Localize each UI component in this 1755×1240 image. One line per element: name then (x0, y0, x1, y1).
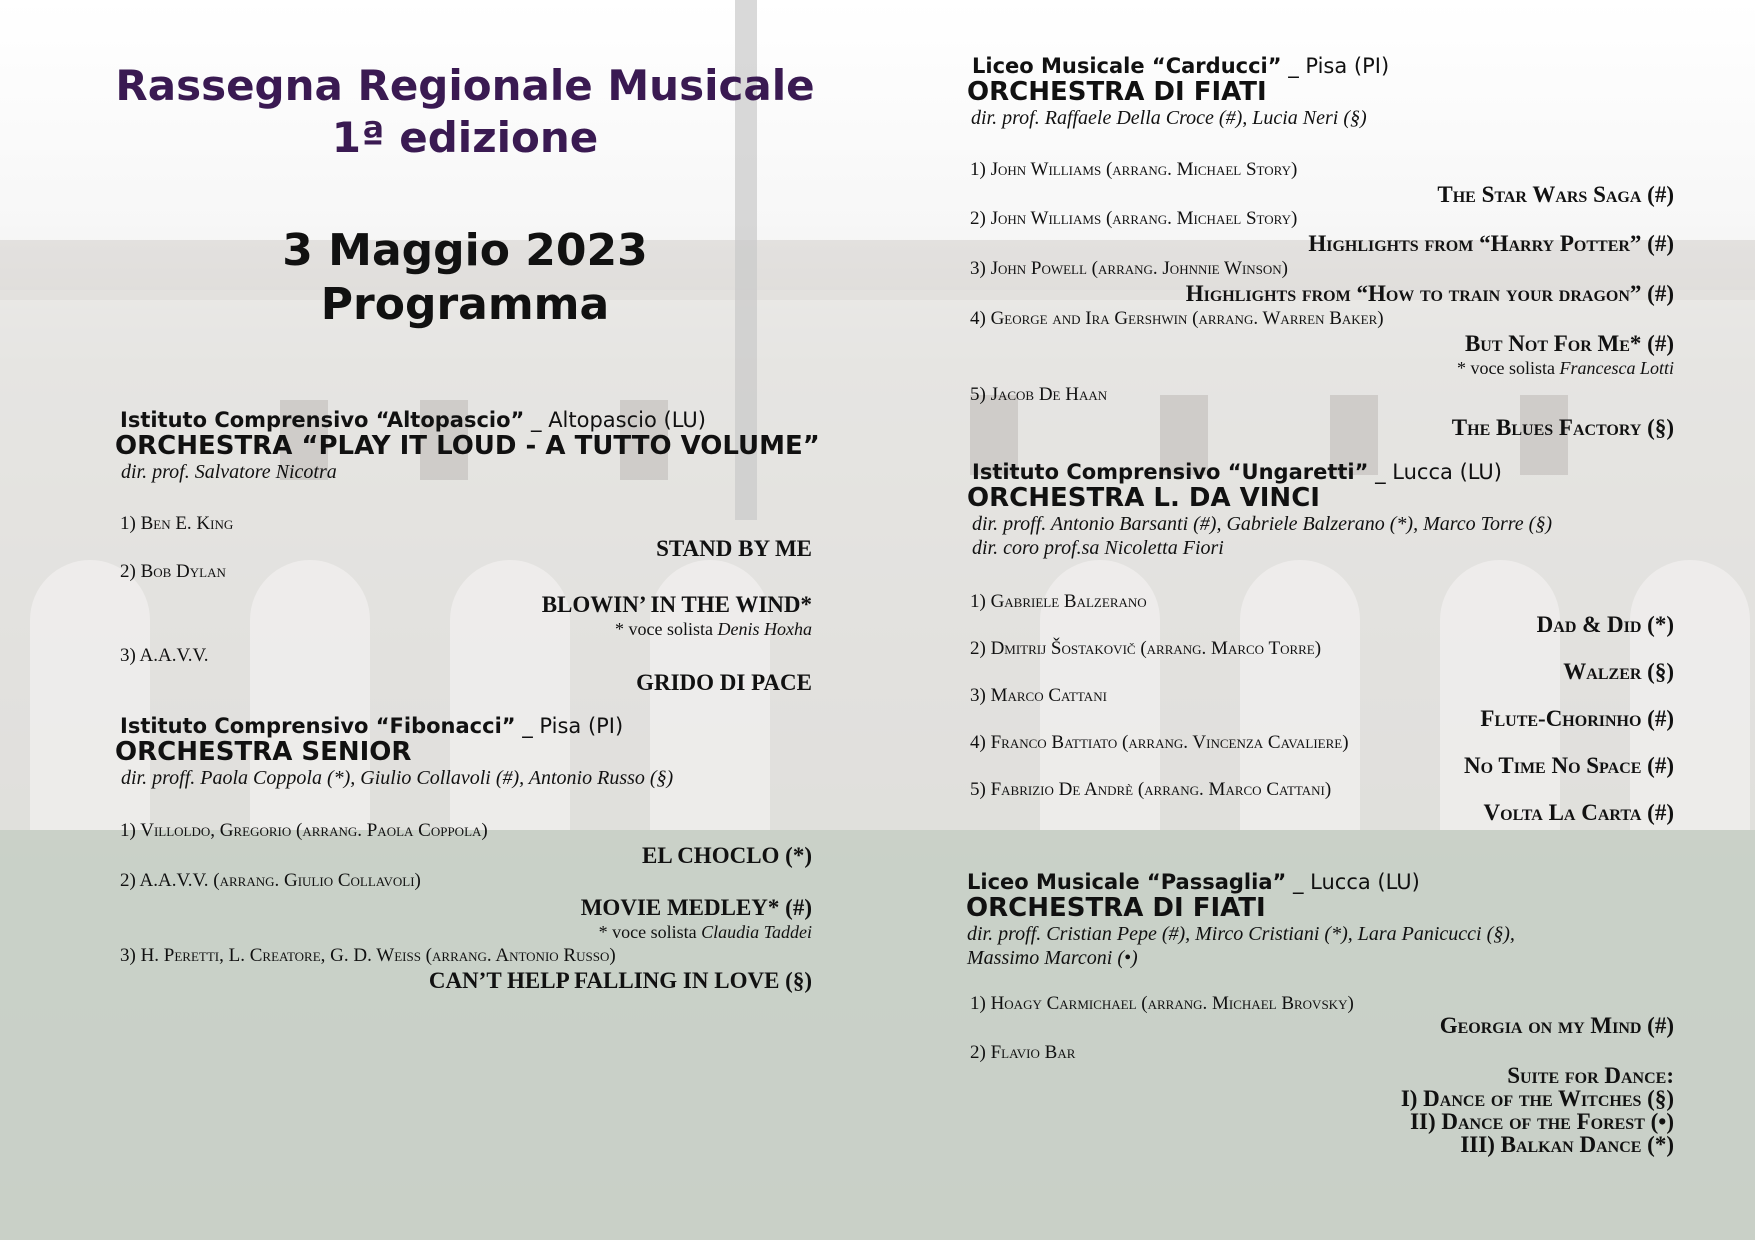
composer: 3) Marco Cattani (970, 685, 1107, 706)
composer: 3) H. Peretti, L. Creatore, G. D. Weiss (arrang. Antonio Russo) (120, 945, 616, 966)
piece-title: Walzer (§) (1563, 659, 1674, 684)
section-altopascio (115, 408, 835, 484)
soloist-note: * voce solista Francesca Lotti (1457, 358, 1674, 378)
composer: 1) Ben E. King (120, 513, 234, 534)
orchestra-name: ORCHESTRA “PLAY IT LOUD - A TUTTO VOLUME” (115, 431, 820, 461)
piece-title: MOVIE MEDLEY* (#) (580, 895, 812, 920)
piece-title: But Not For Me* (#) (1464, 331, 1674, 356)
directors: dir. proff. Paola Coppola (*), Giulio Collavoli (#), Antonio Russo (§) (121, 767, 674, 789)
orchestra-name: ORCHESTRA DI FIATI (967, 77, 1267, 107)
piece-title: Georgia on my Mind (#) (1439, 1013, 1674, 1038)
composer: 2) Bob Dylan (120, 561, 226, 582)
title-line-2: 1ª edizione (331, 113, 599, 162)
program-list-fibonacci (120, 819, 812, 994)
composer: 3) John Powell (arrang. Johnnie Winson) (970, 258, 1289, 279)
program-subtitle: Programma (320, 279, 610, 330)
composer: 1) Villoldo, Gregorio (arrang. Paola Coppola) (120, 820, 488, 841)
program-list-carducci (970, 158, 1674, 441)
composer: 2) John Williams (arrang. Michael Story) (970, 208, 1298, 229)
composer: 1) John Williams (arrang. Michael Story) (970, 159, 1298, 180)
piece-title: Highlights from “How to train your dragon” (#) (1185, 281, 1674, 306)
orchestra-name: ORCHESTRA SENIOR (115, 737, 412, 767)
date-heading (0, 224, 930, 332)
section-fibonacci (115, 714, 835, 790)
composer: 2) Dmitrij Šostakovič (arrang. Marco Torre) (970, 638, 1322, 659)
title-line-1: Rassegna Regionale Musicale (115, 61, 815, 110)
directors: dir. prof. Salvatore Nicotra (121, 461, 337, 483)
composer: 4) Franco Battiato (arrang. Vincenza Cavaliere) (970, 732, 1349, 753)
piece-title: EL CHOCLO (*) (642, 843, 812, 868)
directors: dir. prof. Raffaele Della Croce (#), Lucia Neri (§) (971, 107, 1367, 129)
orchestra-name: ORCHESTRA DI FIATI (966, 893, 1266, 923)
directors: dir. proff. Cristian Pepe (#), Mirco Cristiani (*), Lara Panicucci (§), (967, 923, 1515, 945)
composer: 2) Flavio Bar (970, 1042, 1076, 1063)
event-date: 3 Maggio 2023 (282, 225, 648, 276)
piece-title: Volta La Carta (#) (1483, 800, 1674, 825)
page-title (0, 60, 930, 164)
composer: 2) A.A.V.V. (arrang. Giulio Collavoli) (120, 870, 421, 891)
piece-title: The Star Wars Saga (#) (1437, 182, 1674, 207)
program-list-ungaretti (970, 590, 1674, 826)
directors: dir. proff. Antonio Barsanti (#), Gabriele Balzerano (*), Marco Torre (§) (972, 513, 1552, 535)
piece-title: The Blues Factory (§) (1451, 415, 1674, 440)
program-list-passaglia (970, 992, 1674, 1156)
soloist-note: * voce solista Claudia Taddei (598, 922, 812, 942)
composer: 1) Hoagy Carmichael (arrang. Michael Brovsky) (970, 993, 1354, 1014)
composer: 1) Gabriele Balzerano (970, 591, 1147, 612)
school-name: Istituto Comprensivo “Fibonacci” _ Pisa (PI) (120, 714, 624, 738)
piece-title: GRIDO DI PACE (636, 670, 812, 695)
section-ungaretti (967, 460, 1707, 560)
suite-movement: III) Balkan Dance (*) (1460, 1132, 1674, 1157)
program-list-altopascio (120, 512, 812, 696)
suite-movement: I) Dance of the Witches (§) (1400, 1086, 1674, 1111)
composer: 5) Fabrizio De Andrè (arrang. Marco Cattani) (970, 779, 1332, 800)
suite-movement: II) Dance of the Forest (•) (1410, 1109, 1674, 1134)
suite-title: Suite for Dance: (1507, 1063, 1674, 1088)
school-name: Istituto Comprensivo “Altopascio” _ Altopascio (LU) (120, 408, 706, 432)
orchestra-name: ORCHESTRA L. DA VINCI (967, 483, 1320, 513)
composer: 3) A.A.V.V. (120, 645, 209, 666)
soloist-note: * voce solista Denis Hoxha (615, 619, 812, 639)
composer: 5) Jacob De Haan (970, 384, 1108, 405)
piece-title: Highlights from “Harry Potter” (#) (1308, 231, 1674, 256)
directors-continued: Massimo Marconi (•) (967, 947, 1138, 969)
school-name: Istituto Comprensivo “Ungaretti” _ Lucca (LU) (972, 460, 1502, 484)
piece-title: CAN’T HELP FALLING IN LOVE (§) (428, 968, 812, 993)
section-carducci (967, 54, 1687, 130)
school-name: Liceo Musicale “Passaglia” _ Lucca (LU) (967, 870, 1420, 894)
piece-title: BLOWIN’ IN THE WIND* (541, 592, 812, 617)
section-passaglia (966, 870, 1706, 970)
choir-director: dir. coro prof.sa Nicoletta Fiori (972, 537, 1224, 559)
piece-title: No Time No Space (#) (1463, 753, 1674, 778)
school-name: Liceo Musicale “Carducci” _ Pisa (PI) (972, 54, 1390, 78)
piece-title: STAND BY ME (656, 536, 812, 561)
composer: 4) George and Ira Gershwin (arrang. Warren Baker) (970, 308, 1384, 329)
piece-title: Flute-Chorinho (#) (1480, 706, 1674, 731)
piece-title: Dad & Did (*) (1536, 612, 1674, 637)
